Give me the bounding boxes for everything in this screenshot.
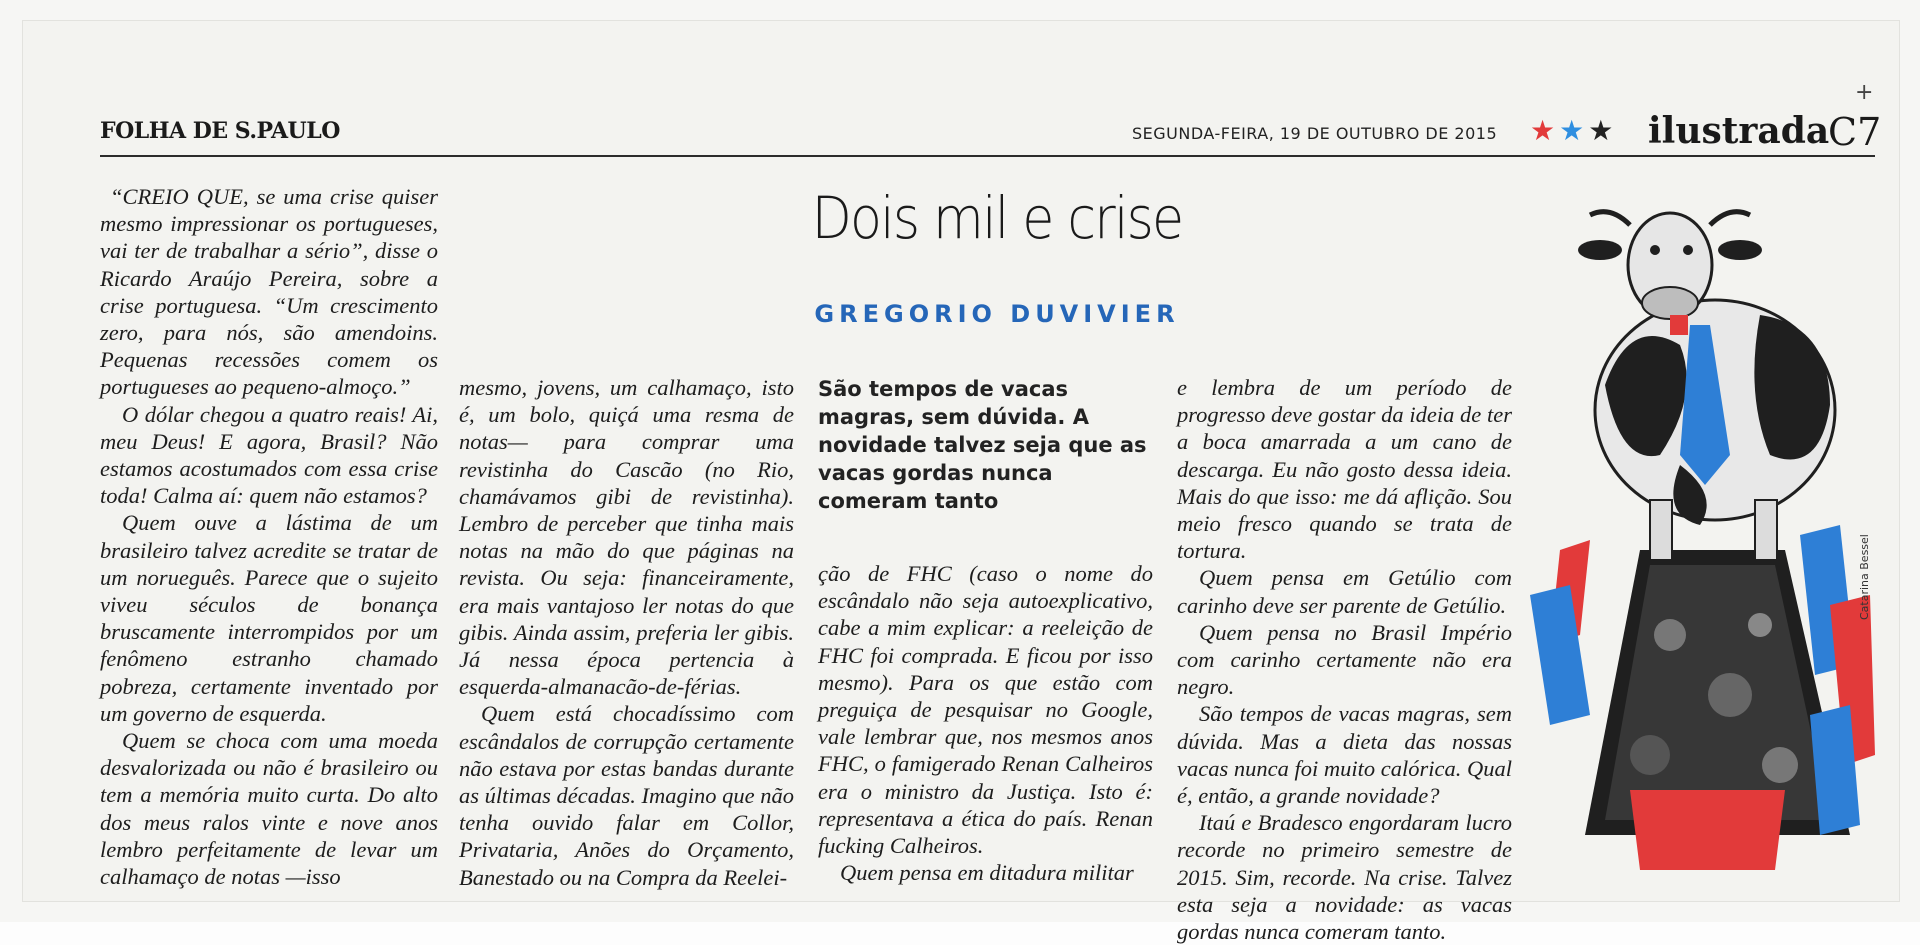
masthead-rule [100,155,1875,157]
paragraph: Quem ouve a lástima de um brasileiro talvez acredite se tratar de um norueguês. Parece que o sujeito viveu séculos de bonança bruscamente interrompidos por um fenômeno estranho chamado pobreza, certamente inventado por um governo de esquerda. [100,510,438,726]
paragraph: São tempos de vacas magras, sem dúvida. Mas a dieta das nossas vacas nunca foi muito calórica. Qual é, então, a grande novidade? [1177,701,1512,809]
cow-ear [1578,240,1622,260]
star-blue-icon: ★ [1559,114,1589,147]
paragraph: Quem se choca com uma moeda desvalorizada ou não é brasileiro ou tem a memória muito curta. Do alto dos meus ralos vinte e nove anos lembro perfeitamente de levar um calhamaço de notas —isso [100,728,438,890]
pedestal-detail [1748,613,1772,637]
article-column-4 [1177,374,1512,945]
pedestal-detail [1708,673,1752,717]
page-number: C7 [1828,110,1882,154]
article-title: Dois mil e crise [811,184,1183,252]
paragraph: Itaú e Bradesco engordaram lucro recorde no primeiro semestre de 2015. Sim, recorde. Na crise. Talvez esta seja a novidade: as vacas gordas nunca comeram tanto. [1177,810,1512,945]
paragraph: mesmo, jovens, um calhamaço, isto é, um bolo, quiçá uma resma de notas— para comprar uma revistinha do Cascão (no Rio, chamávamos gibi de revistinha). Lembro de perceber que tinha mais notas na mão do que páginas na revista. Ou seja: financeiramente, era mais vantajoso ler notas do que gibis. Ainda assim, preferia ler gibis. Já nessa época pertencia à esquerda-almanacão-de-férias. [459,375,794,700]
article-column-3 [818,560,1153,886]
cow-snout [1642,287,1698,319]
paragraph: Quem pensa em Getúlio com carinho deve ser parente de Getúlio. [1177,565,1512,618]
cow-eye [1683,245,1693,255]
cow-leg [1650,500,1672,560]
star-red-icon: ★ [1530,114,1560,147]
section-name: ilustrada [1648,110,1830,152]
paragraph: “CREIO QUE, se uma crise quiser mesmo impressionar os portugueses, vai ter de trabalhar a sério”, disse o Ricardo Araújo Pereira, sobre a crise portuguesa. “Um crescimento zero, para nós, são amendoins. Pequenas recessões comem os portugueses ao pequeno-almoço.” [100,184,438,400]
cow-ear [1718,240,1762,260]
pedestal-detail [1630,735,1670,775]
article-column-1 [100,183,438,890]
paragraph: ção de FHC (caso o nome do escândalo não seja autoexplicativo, cabe a mim explicar: a reeleição de FHC foi comprada. E ficou por isso mesmo). Para os que estão com preguiça de pesquisar no Google, vale lembrar que, nos mesmos anos FHC, o famigerado Renan Calheiros era o ministro da Justiça. Isto é: representava a ética do país. Renan fucking Calheiros. [818,561,1153,859]
cow-tongue [1670,315,1688,335]
cow-leg [1755,500,1777,560]
article-column-2 [459,374,794,891]
paragraph: e lembra de um período de progresso deve gostar da ideia de ter a boca amarrada a um cano de descarga. Eu não gosto dessa ideia. Mais do que isso: me dá aflição. Sou meio fresco quando se trata de tortura. [1177,375,1512,564]
registration-mark: + [1855,80,1874,105]
publication-name: FOLHA DE S.PAULO [100,118,340,144]
red-bucket [1630,790,1785,870]
paragraph: Quem pensa em ditadura militar [840,860,1134,886]
masthead [100,110,1882,156]
cow-illustration [1530,195,1875,880]
pedestal-detail [1654,619,1686,651]
pedestal-detail [1762,747,1798,783]
cow-eye [1650,245,1660,255]
paragraph: O dólar chegou a quatro reais! Ai, meu Deus! E agora, Brasil? Não estamos acostumados com essa crise toda! Calma aí: quem não estamos? [100,401,438,509]
star-black-icon: ★ [1588,114,1618,147]
paragraph: Quem está chocadíssimo com escândalos de corrupção certamente não estava por estas bandas durante as últimas décadas. Imagino que não tenha ouvido falar em Collor, Privataria, Anões do Orçamento, Banestado ou na Compra da Reelei- [459,701,794,890]
paragraph: Quem pensa no Brasil Império com carinho certamente não era negro. [1177,619,1512,700]
illustration-credit: Catarina Bessel [1858,534,1871,620]
section-stars [1530,114,1617,147]
cow-spot [1754,315,1830,459]
pull-quote: São tempos de vacas magras, sem dúvida. A novidade talvez seja que as vacas gordas nunca comeram tanto [818,377,1147,513]
author-byline: GREGORIO DUVIVIER [814,300,1180,328]
edition-date: SEGUNDA-FEIRA, 19 DE OUTUBRO DE 2015 [1132,124,1498,143]
